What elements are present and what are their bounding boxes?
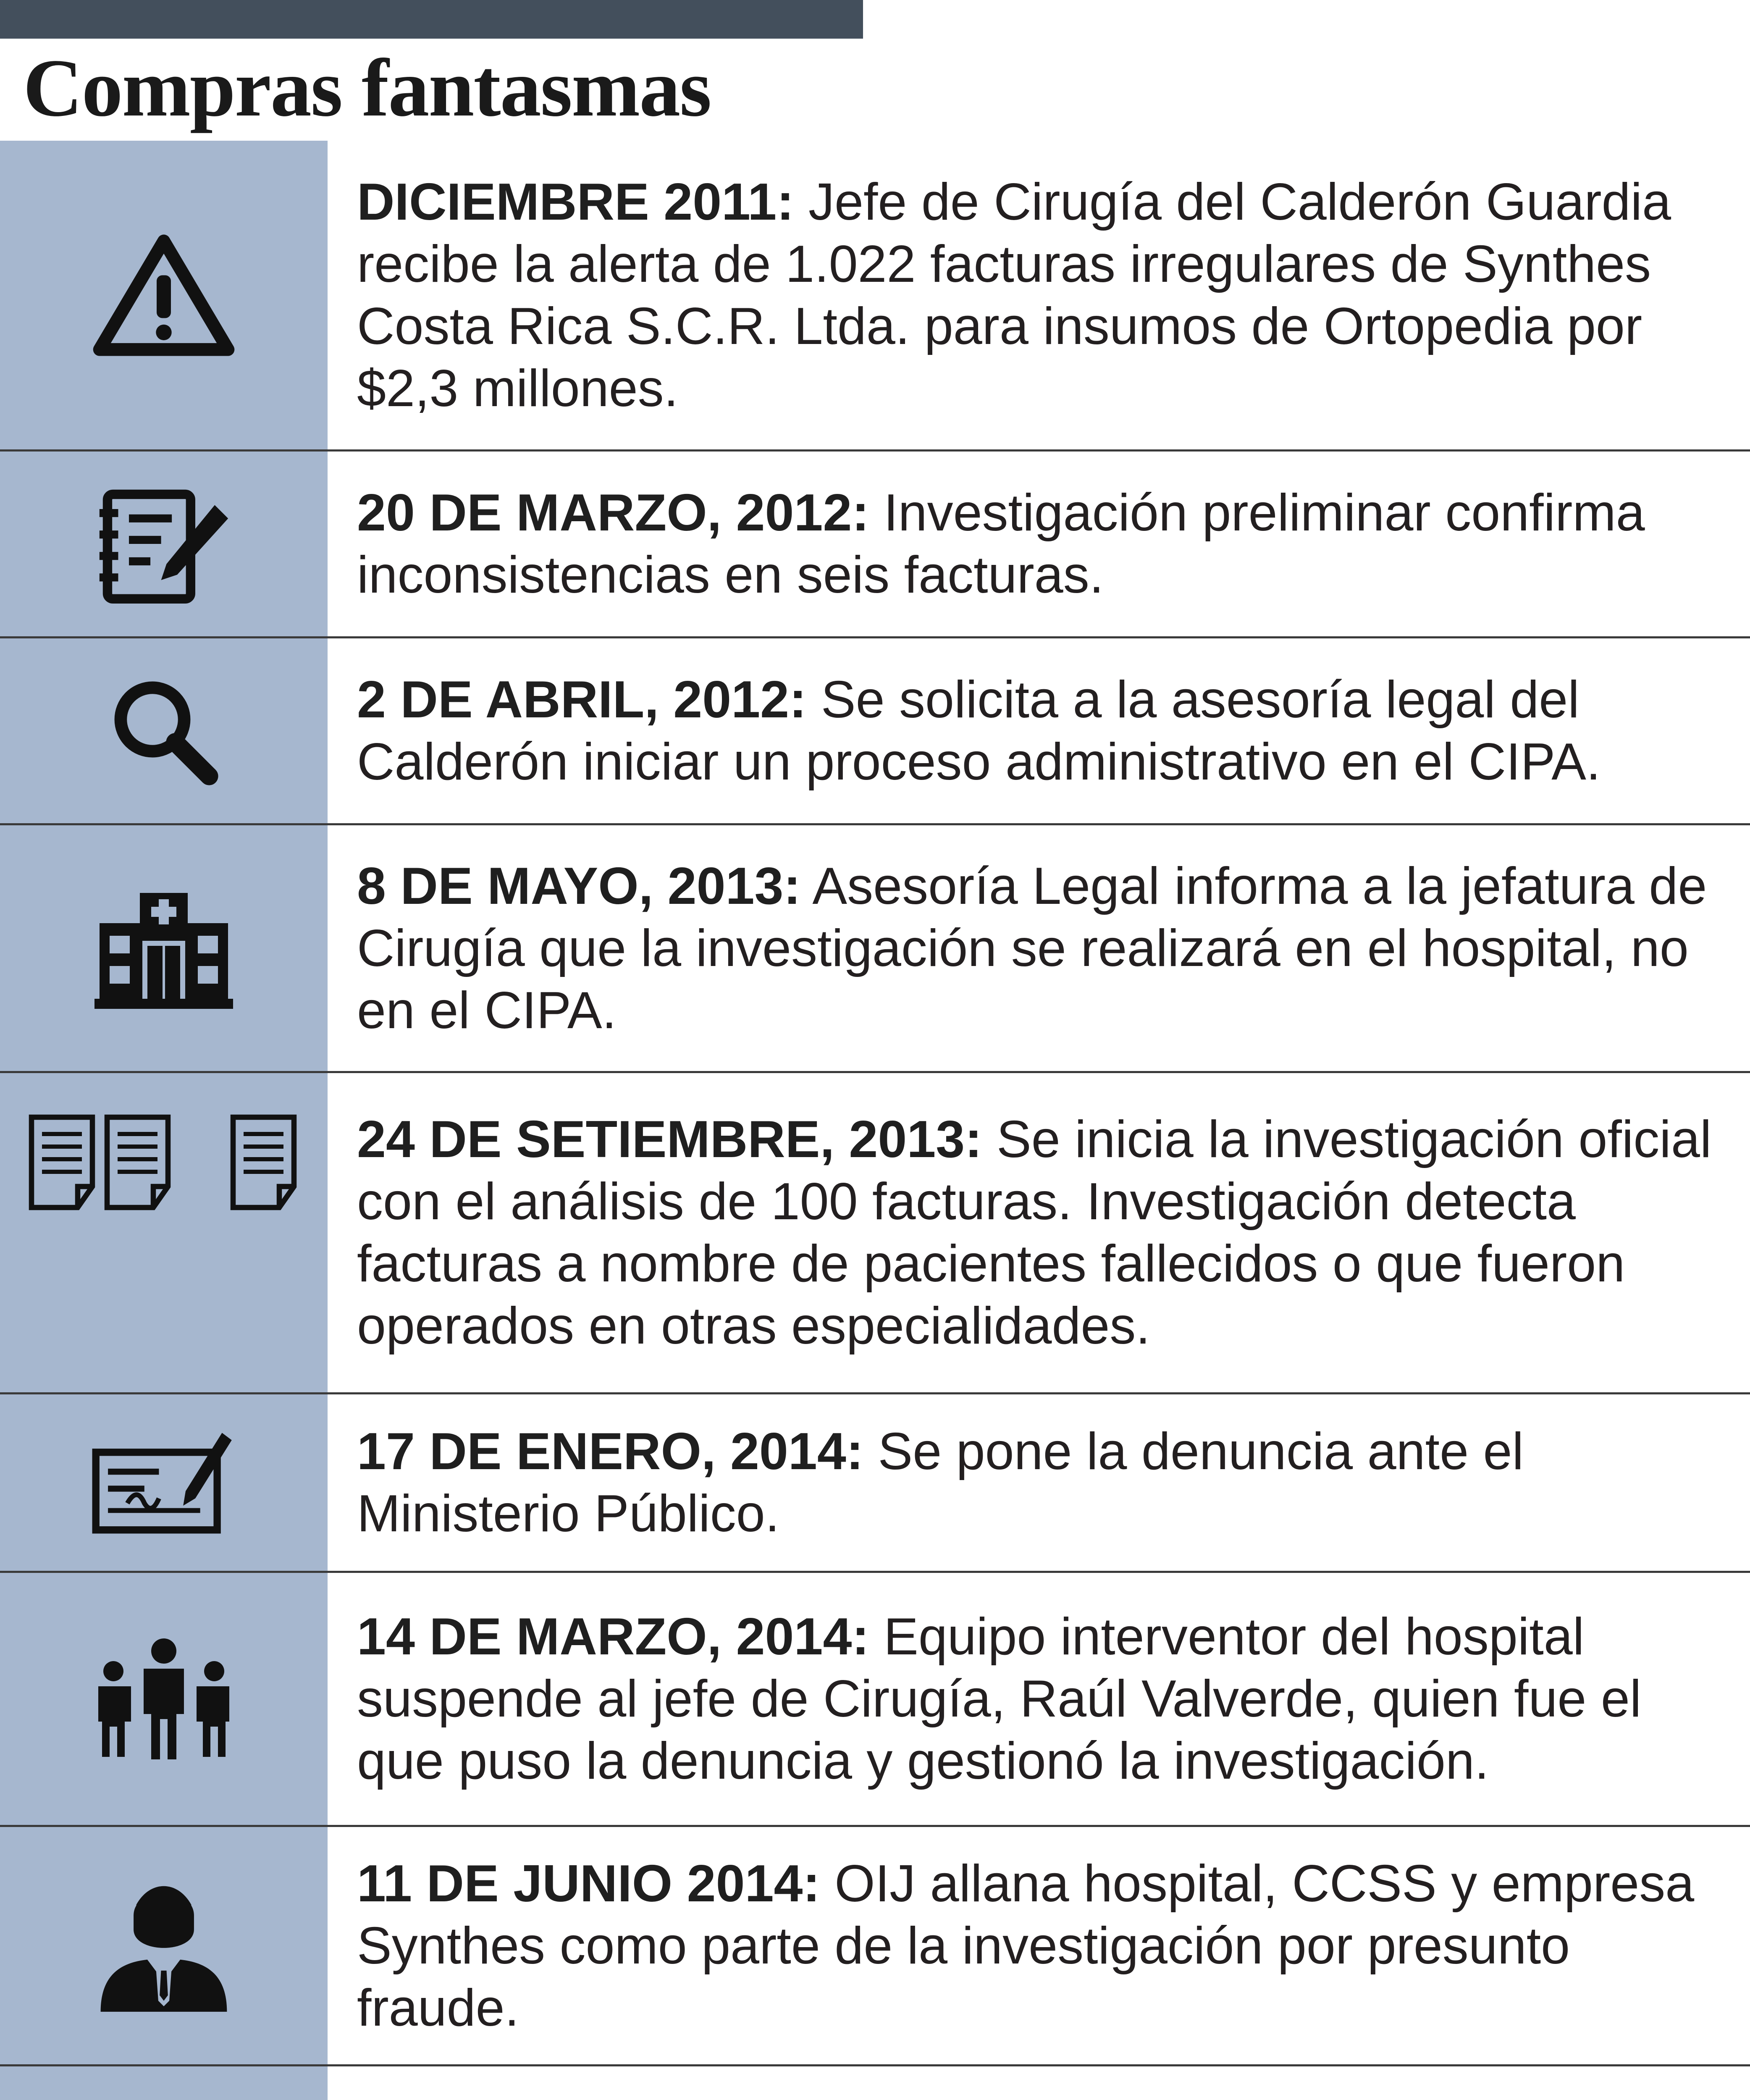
event-text: Equipo interventor del hospital suspende al jefe de Cirugía, Raúl Valverde, quien fue el que puso la denuncia y gestionó la investigación. (357, 1608, 1642, 1790)
page-title: Compras fantasmas (23, 42, 711, 134)
timeline-row (0, 823, 1750, 1071)
notepad-pencil-icon (97, 481, 231, 607)
event-text: Asesoría Legal informa a la jefatura de Cirugía que la investigación se realizará en el hospital, no en el CIPA. (357, 857, 1707, 1040)
event-date: DICIEMBRE 2011: (357, 173, 794, 231)
timeline-row (0, 1825, 1750, 2064)
timeline-entry (357, 1606, 1725, 1792)
timeline-entry (357, 171, 1725, 420)
event-text: Se solicita a la asesoría legal del Calderón iniciar un proceso administrativo en el CIPA. (357, 671, 1601, 791)
event-text: Investigación preliminar confirma inconsistencias en seis facturas. (357, 484, 1645, 604)
person-icon (94, 1874, 233, 2017)
timeline-row (0, 1071, 1750, 1392)
timeline (0, 141, 1750, 2100)
event-date: 14 DE MARZO, 2014: (357, 1608, 869, 1666)
warning-icon (92, 232, 235, 358)
magnifier-icon (107, 674, 220, 788)
timeline-entry (357, 1420, 1725, 1545)
event-text: OIJ allana hospital, CCSS y empresa Synthes como parte de la investigación por presunto fraude. (357, 1854, 1695, 2037)
event-date: 17 DE ENERO, 2014: (357, 1423, 864, 1480)
timeline-entry (357, 1853, 1725, 2039)
timeline-row (0, 636, 1750, 823)
event-date: 20 DE MARZO, 2012: (357, 484, 869, 542)
timeline-row (0, 1392, 1750, 1571)
people-group-icon (88, 1636, 239, 1762)
documents-icon (27, 1113, 300, 1214)
timeline-entry (357, 482, 1725, 606)
event-date: 8 DE MAYO, 2013: (357, 857, 801, 915)
event-date: 11 DE JUNIO 2014: (357, 1854, 820, 1913)
event-date: 24 DE SETIEMBRE, 2013: (357, 1110, 982, 1168)
event-text: Se pone la denuncia ante el Ministerio Público. (357, 1423, 1524, 1543)
header-accent-bar (0, 0, 863, 39)
timeline-entry (357, 669, 1725, 793)
timeline-entry (357, 855, 1725, 1042)
timeline-entry (357, 1108, 1725, 1357)
hospital-icon (94, 887, 233, 1009)
timeline-row (0, 449, 1750, 636)
timeline-row (0, 2064, 1750, 2100)
event-date: 2 DE ABRIL, 2012: (357, 671, 807, 729)
timeline-row (0, 141, 1750, 449)
event-text: Se inicia la investigación oficial con el análisis de 100 facturas. Investigación detecta facturas a nombre de pacientes fallecidos o que fueron operados en otras especialidades. (357, 1110, 1712, 1355)
timeline-row (0, 1571, 1750, 1825)
event-text: Jefe de Cirugía del Calderón Guardia recibe la alerta de 1.022 facturas irregulares de Synthes Costa Rica S.C.R. Ltda. para insumos de Ortopedia por $2,3 millones. (357, 173, 1671, 417)
signature-icon (90, 1428, 237, 1537)
timeline-entry (357, 2098, 1725, 2100)
